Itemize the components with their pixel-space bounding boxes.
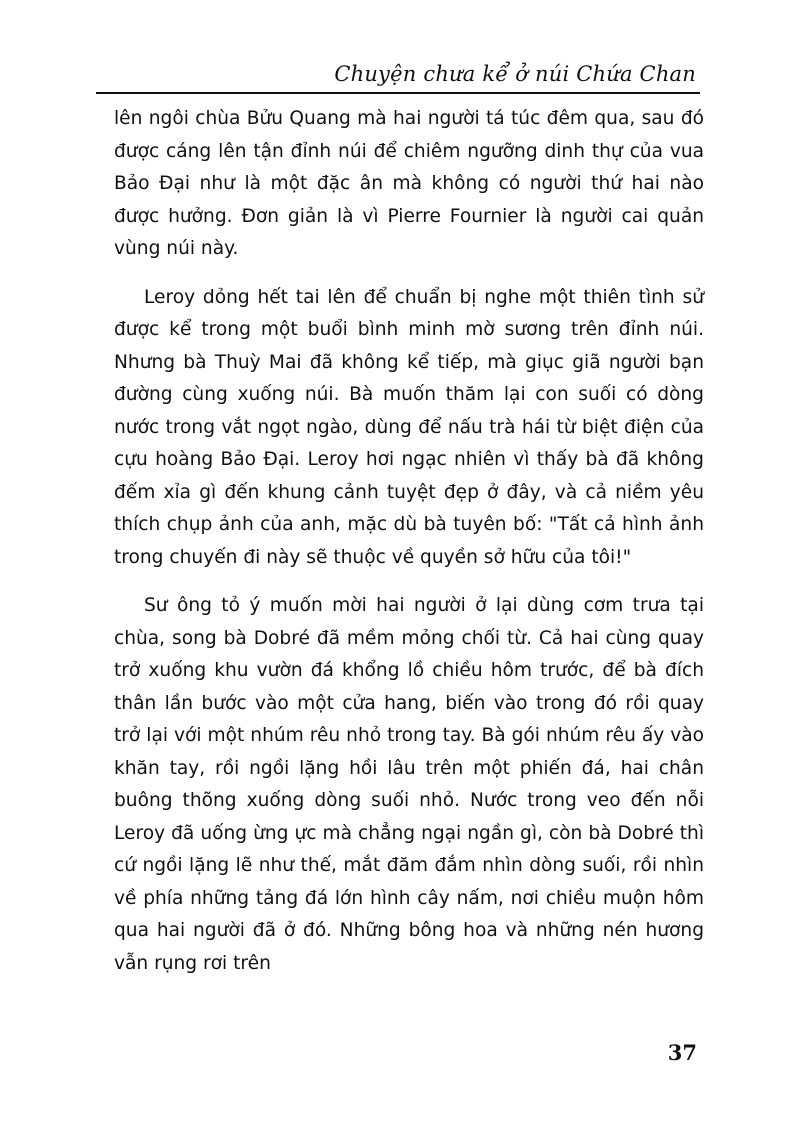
running-title: Chuyện chưa kể ở núi Chứa Chan [334,62,696,86]
body-text [114,103,704,980]
running-header [96,56,700,94]
paragraph: Leroy dỏng hết tai lên để chuẩn bị nghe một thiên tình sử được kể trong một buổi bình minh mờ sương trên đỉnh núi. Nhưng bà Thuỳ Mai đã không kể tiếp, mà giục giã người bạn đường cùng xuống núi. Bà muốn thăm lại con suối có dòng nước trong vắt ngọt ngào, dùng để nấu trà hái từ biệt điện của cựu hoàng Bảo Đại. Leroy hơi ngạc nhiên vì thấy bà đã không đếm xỉa gì đến khung cảnh tuyệt đẹp ở đây, và cả niềm yêu thích chụp ảnh của anh, mặc dù bà tuyên bố: "Tất cả hình ảnh trong chuyến đi này sẽ thuộc về quyền sở hữu của tôi!" [114,286,704,568]
paragraph: Sư ông tỏ ý muốn mời hai người ở lại dùng cơm trưa tại chùa, song bà Dobré đã mềm mỏng chối từ. Cả hai cùng quay trở xuống khu vườn đá khổng lồ chiều hôm trước, để bà đích thân lần bước vào một cửa hang, biến vào trong đó rồi quay trở lại với một nhúm rêu nhỏ trong tay. Bà gói nhúm rêu ấy vào khăn tay, rồi ngồi lặng hồi lâu trên một phiến đá, hai chân buông thõng xuống dòng suối nhỏ. Nước trong veo đến nỗi Leroy đã uống ừng ực mà chẳng ngại ngần gì, còn bà Dobré thì cứ ngồi lặng lẽ như thế, mắt đăm đắm nhìn dòng suối, rồi nhìn về phía những tảng đá lớn hình cây nấm, nơi chiều muộn hôm qua hai người đã ở đó. Những bông hoa và những nén hương vẫn rụng rơi trên [114,595,704,974]
page-number: 37 [667,1040,697,1065]
paragraph-continued: lên ngôi chùa Bửu Quang mà hai người tá túc đêm qua, sau đó được cáng lên tận đỉnh núi để chiêm ngưỡng dinh thự của vua Bảo Đại như là một đặc ân mà không có người thứ hai nào được hưởng. Đơn giản là vì Pierre Fournier là người cai quản vùng núi này. [114,108,704,259]
